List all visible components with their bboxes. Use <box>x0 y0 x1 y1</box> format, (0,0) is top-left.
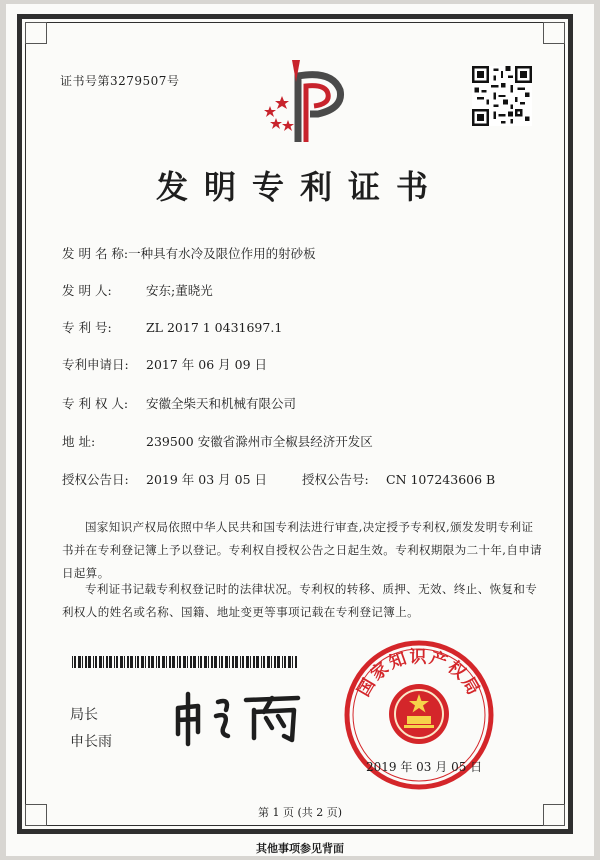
national-emblem-icon <box>389 684 449 744</box>
address-label: 地 址: <box>62 434 96 449</box>
inventor-row <box>62 281 213 299</box>
patent-number-row <box>62 318 282 336</box>
patentee-row <box>62 394 296 412</box>
application-date-row <box>62 355 267 373</box>
address-row <box>62 432 373 450</box>
footer-note: 其他事项参见背面 <box>256 842 344 855</box>
qr-code <box>472 66 532 126</box>
invention-name-row <box>62 244 316 262</box>
director-title: 局长 <box>70 707 98 723</box>
patent-office-logo-icon <box>252 56 352 146</box>
invention-name-label: 发 明 名 称: <box>62 246 129 261</box>
director-name: 申长雨 <box>70 734 112 750</box>
application-date-value: 2017 年 06 月 09 日 <box>146 357 267 372</box>
grant-number-label: 授权公告号: <box>302 472 369 487</box>
inventor-label: 发 明 人: <box>62 283 112 298</box>
border-corner-ornament <box>25 22 47 44</box>
seal-text: 国家知识产权局 <box>353 647 485 701</box>
seal-date: 2019 年 03 月 05 日 <box>366 760 483 774</box>
patentee-value: 安徽全柴天和机械有限公司 <box>146 396 297 411</box>
patent-number-value: ZL 2017 1 0431697.1 <box>146 320 283 335</box>
grant-date-row <box>62 470 267 488</box>
invention-name-value: 一种具有水冷及限位作用的射砂板 <box>128 246 316 261</box>
inventor-value: 安东;董晓光 <box>146 283 213 298</box>
grant-statement-paragraph: 国家知识产权局依照中华人民共和国专利法进行审查,决定授予专利权,颁发发明专利证书并在专利登记簿上予以登记。专利权自授权公告之日起生效。专利权期限为二十年,自申请日起算。 <box>62 520 543 580</box>
grant-number-value: CN 107243606 B <box>386 472 496 487</box>
patent-number-label: 专 利 号: <box>62 320 112 335</box>
barcode <box>72 656 298 668</box>
address-value: 239500 安徽省滁州市全椒县经济开发区 <box>146 434 373 449</box>
grant-date-value: 2019 年 03 月 05 日 <box>146 472 267 487</box>
grant-date-label: 授权公告日: <box>62 472 129 487</box>
patentee-label: 专 利 权 人: <box>62 396 129 411</box>
page-number: 第 1 页 (共 2 页) <box>257 806 343 819</box>
border-corner-ornament <box>543 22 565 44</box>
certificate-number: 证书号第3279507号 <box>60 74 180 88</box>
application-date-label: 专利申请日: <box>62 357 129 372</box>
director-signature <box>168 686 308 748</box>
grant-number-row <box>302 470 495 488</box>
certificate-title: 发明专利证书 <box>155 168 444 206</box>
legal-status-paragraph: 专利证书记载专利权登记时的法律状况。专利权的转移、质押、无效、终止、恢复和专利权人的姓名或名称、国籍、地址变更等事项记载在专利登记簿上。 <box>62 582 538 619</box>
